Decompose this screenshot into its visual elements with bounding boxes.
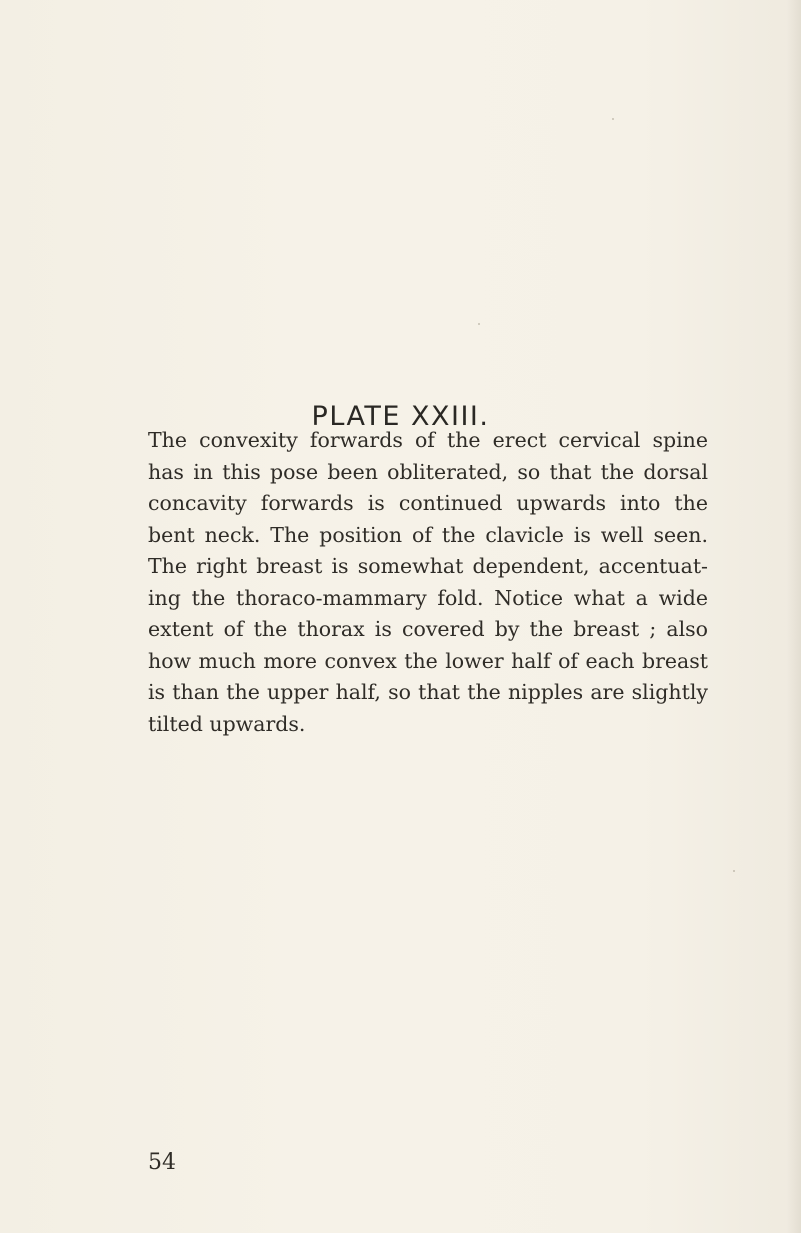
paragraph-line: has in this pose been obliterated, so that the dorsal — [148, 459, 708, 484]
paragraph-line: The right breast is somewhat dependent, accentuat- — [148, 554, 708, 578]
page-edge-shadow — [787, 0, 801, 1233]
plate-title: PLATE XXIII. — [311, 401, 490, 432]
paragraph-line: The convexity forwards of the erect cervical spine — [148, 428, 708, 452]
paper-speck — [612, 118, 614, 120]
plate-description — [148, 425, 708, 740]
paragraph-line: ing the thoraco-mammary fold. Notice what a wide — [148, 585, 708, 610]
page-number: 54 — [148, 1150, 176, 1175]
paragraph-line: how much more convex the lower half of each breast — [148, 648, 708, 673]
paragraph-line: concavity forwards is continued upwards into the — [148, 491, 708, 515]
paper-speck — [733, 870, 735, 872]
paragraph-line: tilted upwards. — [148, 711, 306, 736]
paragraph-line: extent of the thorax is covered by the breast ; also — [148, 617, 708, 641]
paper-speck — [478, 323, 480, 325]
paragraph-line: is than the upper half, so that the nipples are slightly — [148, 680, 708, 704]
paragraph-line: bent neck. The position of the clavicle is well seen. — [148, 522, 708, 547]
